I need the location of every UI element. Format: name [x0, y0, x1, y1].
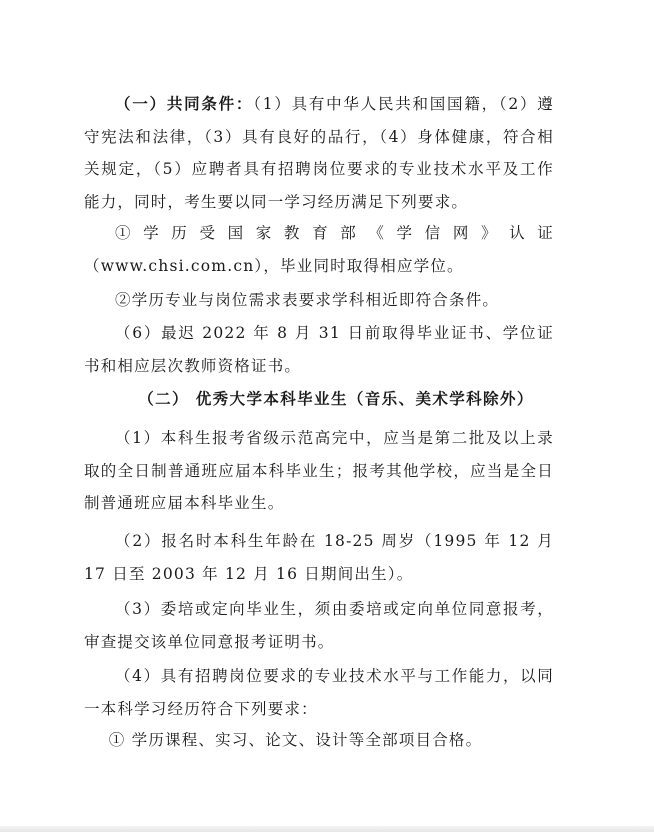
common-conditions-body: （1）具有中华人民共和国国籍，（2）遵守宪法和法律，（3）具有良好的品行，（4）身体健康，符合相关规定，（5）应聘者具有招聘岗位要求的专业技术水平及工作能力，同时，考生要以同一学习经历满足下列要求。	[84, 95, 554, 211]
paragraph-degree-certification: ①学历受国家教育部《学信网》认证（www.chsi.com.cn），毕业同时取得相应学位。	[84, 224, 554, 275]
paragraph-age-requirement: （2）报名时本科生年龄在 18-25 周岁（1995 年 12 月 17 日至 2003 年 12 月 16 日期间出生）。	[84, 532, 554, 583]
paragraph-undergrad-requirement: （1）本科生报考省级示范高完中，应当是第二批及以上录取的全日制普通班应届本科毕业生；报考其他学校，应当是全日制普通班应届本科毕业生。	[84, 429, 554, 512]
paragraph-common-conditions	[84, 88, 554, 218]
common-conditions-heading: （一）共同条件：	[115, 94, 254, 113]
section-title-undergraduates: （二） 优秀大学本科毕业生（音乐、美术学科除外）	[138, 389, 534, 408]
page-bottom-edge	[0, 826, 654, 832]
paragraph-courses-qualified: ① 学历课程、实习、论文、设计等全部项目合格。	[108, 731, 483, 749]
paragraph-commissioned-graduates: （3）委培或定向毕业生，须由委培或定向单位同意报考，审查提交该单位同意报考证明书。	[84, 600, 554, 651]
paragraph-major-match: ②学历专业与岗位需求表要求学科相近即符合条件。	[115, 291, 500, 309]
paragraph-technical-ability: （4）具有招聘岗位要求的专业技术水平与工作能力，以同一本科学习经历符合下列要求：	[84, 667, 554, 718]
paragraph-certificate-deadline: （6）最迟 2022 年 8 月 31 日前取得毕业证书、学位证书和相应层次教师资格证书。	[84, 324, 554, 375]
